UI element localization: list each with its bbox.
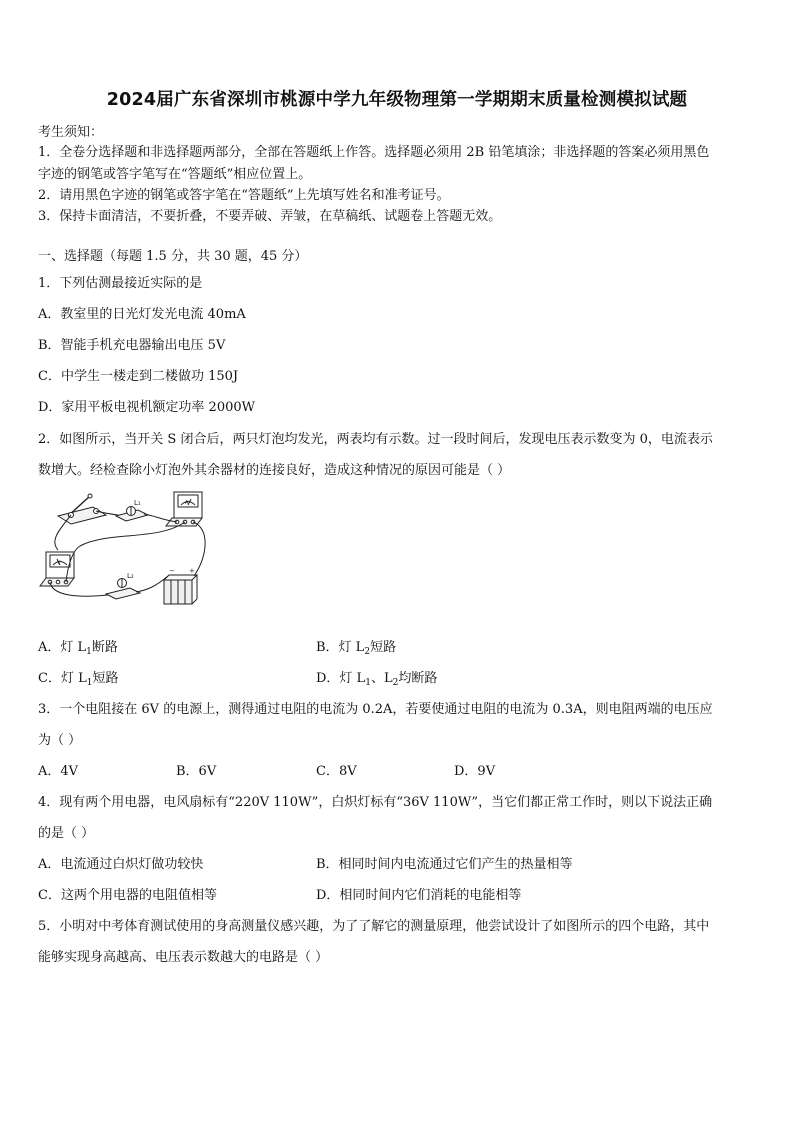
- q2-option-a: A．灯 $L_1$断路: [38, 640, 118, 657]
- q1-stem: 1．下列估测最接近实际的是: [38, 276, 203, 291]
- q3-option-d: D．9V: [454, 764, 496, 779]
- q1-option-b: B．智能手机充电器输出电压 5V: [38, 338, 226, 353]
- q1-option-c: C．中学生一楼走到二楼做功 150J: [38, 369, 239, 384]
- q1-option-d: D．家用平板电视机额定功率 2000W: [38, 400, 256, 415]
- q4-option-b: B．相同时间内电流通过它们产生的热量相等: [316, 857, 573, 872]
- q1-option-a: A．教室里的日光灯发光电流 40mA: [38, 307, 246, 322]
- q3-stem-b: 为（ ）: [38, 733, 82, 748]
- q5-stem-a: 5．小明对中考体育测试使用的身高测量仪感兴趣，为了了解它的测量原理，他尝试设计了如图所示的四个电路，其中: [38, 919, 710, 934]
- q2-option-d: D．灯 $L_1$、$L_2$均断路: [316, 671, 438, 688]
- switch-component: [58, 494, 106, 524]
- q3-option-b: B．6V: [176, 764, 217, 779]
- circuit-figure: [38, 486, 238, 611]
- q2-option-b: B．灯 $L_2$短路: [316, 640, 397, 657]
- lamp-l1: [116, 507, 148, 522]
- q4-option-a: A．电流通过白炽灯做功较快: [38, 857, 204, 872]
- q4-option-d: D．相同时间内它们消耗的电能相等: [316, 888, 522, 903]
- notice-header: 考生须知：: [38, 125, 104, 140]
- svg-text:−: −: [169, 567, 175, 575]
- battery-component: [164, 575, 197, 604]
- q3-stem-a: 3．一个电阻接在 6V 的电源上，测得通过电阻的电流为 0.2A，若要使通过电阻的电流为 0.3A，则电阻两端的电压应: [38, 702, 713, 717]
- label-l2: L₂: [127, 572, 134, 580]
- voltmeter-component: [40, 552, 74, 586]
- lamp-l2: [106, 579, 140, 600]
- notice-item-3: 3．保持卡面清洁，不要折叠，不要弄破、弄皱，在草稿纸、试题卷上答题无效。: [38, 209, 502, 224]
- page-title: 2024届广东省深圳市桃源中学九年级物理第一学期期末质量检测模拟试题: [106, 90, 688, 110]
- label-l1: L₁: [134, 499, 141, 507]
- section-header: 一、选择题（每题 1.5 分，共 30 题，45 分）: [38, 249, 308, 264]
- q2-stem-a: 2．如图所示，当开关 S 闭合后，两只灯泡均发光，两表均有示数。过一段时间后，发现电压表示数变为 0，电流表示: [38, 432, 713, 447]
- svg-text:+: +: [189, 567, 195, 575]
- notice-item-1b: 字迹的钢笔或答字笔写在“答题纸”相应位置上。: [38, 167, 312, 182]
- q2-stem-b: 数增大。经检查除小灯泡外其余器材的连接良好，造成这种情况的原因可能是（ ）: [38, 463, 511, 478]
- q3-option-a: A．4V: [38, 764, 79, 779]
- q5-stem-b: 能够实现身高越高、电压表示数越大的电路是（ ）: [38, 950, 329, 965]
- notice-item-2: 2．请用黑色字迹的钢笔或答字笔在“答题纸”上先填写姓名和准考证号。: [38, 188, 450, 203]
- label-voltmeter: V: [57, 560, 61, 566]
- q4-stem-b: 的是（ ）: [38, 826, 95, 841]
- q4-option-c: C．这两个用电器的电阻值相等: [38, 888, 217, 903]
- label-ammeter: A: [185, 500, 189, 506]
- q3-option-c: C．8V: [316, 764, 357, 779]
- q4-stem-a: 4．现有两个用电器，电风扇标有“220V 110W”，白炽灯标有“36V 110W”，当它们都正常工作时，则以下说法正确: [38, 795, 713, 810]
- notice-item-1a: 1．全卷分选择题和非选择题两部分，全部在答题纸上作答。选择题必须用 2B 铅笔填涂；非选择题的答案必须用黑色: [38, 145, 710, 160]
- q2-option-c: C．灯 $L_1$短路: [38, 671, 119, 688]
